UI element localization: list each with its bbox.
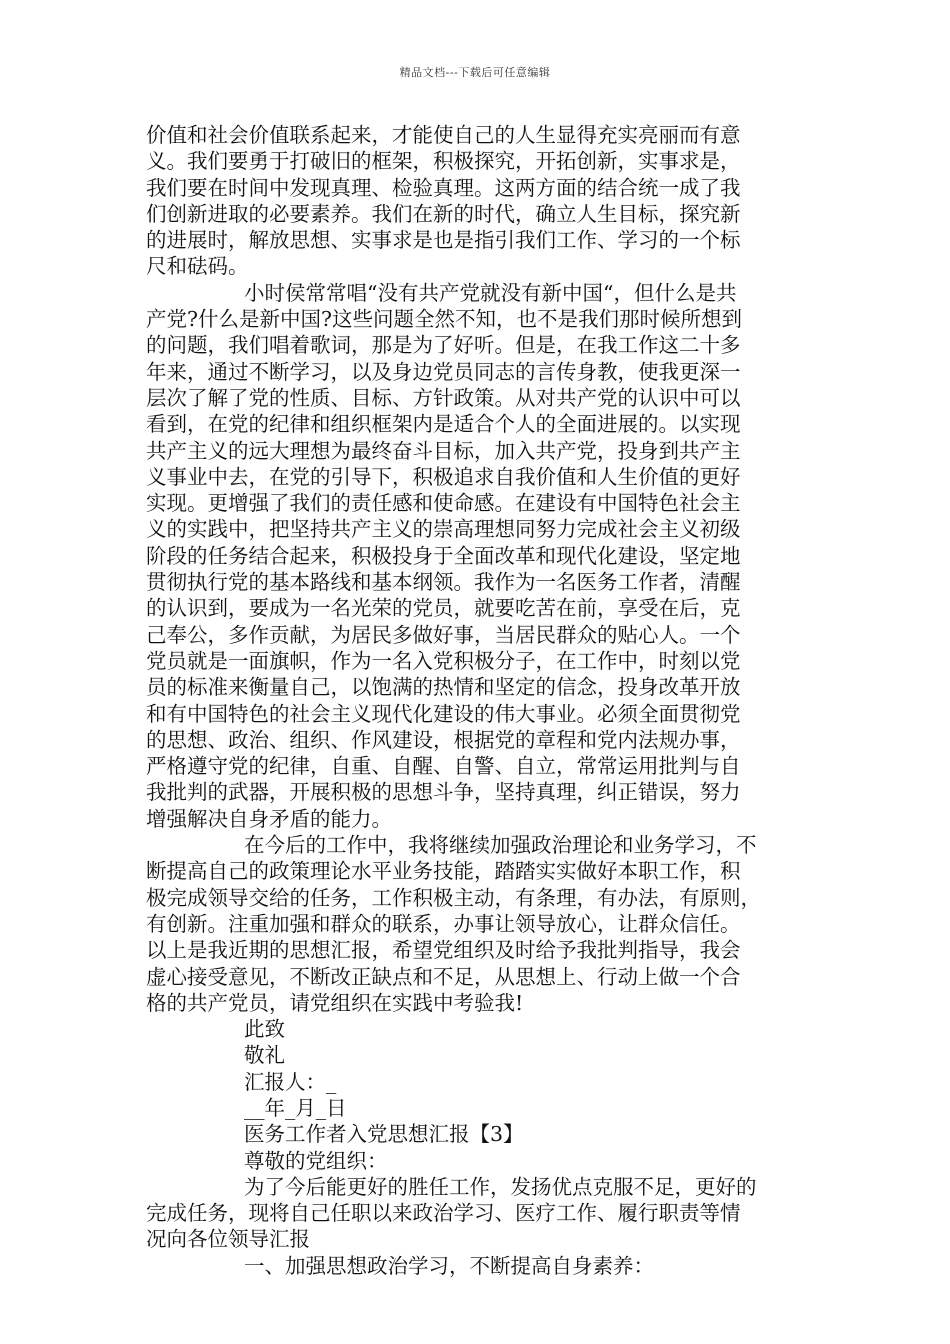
text-line: 完成任务，现将自己任职以来政治学习、医疗工作、履行职责等情 [146, 1201, 741, 1226]
text-line: 层次了解了党的性质、目标、方针政策。从对共产党的认识中可以 [146, 385, 741, 410]
text-line: 有创新。注重加强和群众的联系，办事让领导放心，让群众信任。 [146, 911, 741, 936]
text-line: 断提高自己的政策理论水平业务技能，踏踏实实做好本职工作，积 [146, 859, 741, 884]
text-line: 一、加强思想政治学习，不断提高自身素养： [244, 1253, 654, 1278]
text-line: 和有中国特色的社会主义现代化建设的伟大事业。必须全面贯彻党 [146, 701, 741, 726]
text-line: 的进展时，解放思想、实事求是也是指引我们工作、学习的一个标 [146, 228, 741, 253]
text-line: __年_月_日 [244, 1095, 347, 1120]
text-line: 实现。更增强了我们的责任感和使命感。在建设有中国特色社会主 [146, 491, 741, 516]
text-line: 在今后的工作中，我将继续加强政治理论和业务学习，不 [244, 833, 757, 858]
text-line: 的认识到，要成为一名光荣的党员，就要吃苦在前，享受在后，克 [146, 596, 741, 621]
text-line: 格的共产党员，请党组织在实践中考验我! [146, 990, 524, 1015]
text-line: 的问题，我们唱着歌词，那是为了好听。但是，在我工作这二十多 [146, 333, 741, 358]
text-line: 小时侯常常唱“没有共产党就没有新中国“，但什么是共 [244, 280, 737, 305]
text-line: 贯彻执行党的基本路线和基本纲领。我作为一名医务工作者，清醒 [146, 570, 741, 595]
text-line: 以上是我近期的思想汇报，希望党组织及时给予我批判指导，我会 [146, 938, 741, 963]
text-line: 增强解决自身矛盾的能力。 [146, 806, 392, 831]
text-line: 义。我们要勇于打破旧的框架，积极探究，开拓创新，实事求是， [146, 149, 741, 174]
text-line: 医务工作者入党思想汇报【3】 [244, 1122, 524, 1147]
text-line: 员的标准来衡量自己，以饱满的热情和坚定的信念，投身改革开放 [146, 675, 741, 700]
text-line: 年来，通过不断学习，以及身边党员同志的言传身教，使我更深一 [146, 359, 741, 384]
text-line: 敬礼 [244, 1043, 285, 1068]
text-line: 况向各位领导汇报 [146, 1227, 310, 1252]
text-line: 我们要在时间中发现真理、检验真理。这两方面的结合统一成了我 [146, 175, 741, 200]
text-line: 产党?什么是新中国?这些问题全然不知，也不是我们那时候所想到 [146, 307, 742, 332]
text-line: 严格遵守党的纪律，自重、自醒、自警、自立，常常运用批判与自 [146, 754, 741, 779]
text-line: 己奉公，多作贡献，为居民多做好事，当居民群众的贴心人。一个 [146, 622, 741, 647]
text-line: 共产主义的远大理想为最终奋斗目标，加入共产党，投身到共产主 [146, 438, 741, 463]
document-body [146, 122, 818, 1279]
text-line: 虚心接受意见，不断改正缺点和不足，从思想上、行动上做一个合 [146, 964, 741, 989]
text-line: 为了今后能更好的胜任工作，发扬优点克服不足，更好的 [244, 1174, 757, 1199]
text-line: 看到，在党的纪律和组织框架内是适合个人的全面进展的。以实现 [146, 412, 741, 437]
text-line: 的思想、政治、组织、作风建设，根据党的章程和党内法规办事， [146, 727, 741, 752]
text-line: 汇报人：_ [244, 1069, 337, 1094]
text-line: 义的实践中，把坚持共产主义的崇高理想同努力完成社会主义初级 [146, 517, 741, 542]
text-line: 们创新进取的必要素养。我们在新的时代，确立人生目标，探究新 [146, 201, 741, 226]
text-line: 我批判的武器，开展积极的思想斗争，坚持真理，纠正错误，努力 [146, 780, 741, 805]
text-line: 义事业中去，在党的引导下，积极追求自我价值和人生价值的更好 [146, 464, 741, 489]
text-line: 党员就是一面旗帜，作为一名入党积极分子，在工作中，时刻以党 [146, 648, 741, 673]
text-line: 极完成领导交给的任务，工作积极主动，有条理，有办法，有原则， [146, 885, 761, 910]
text-line: 此致 [244, 1017, 285, 1042]
page-header: 精品文档---下载后可任意编辑 [399, 66, 551, 79]
text-line: 价值和社会价值联系起来，才能使自己的人生显得充实亮丽而有意 [146, 123, 741, 147]
text-line: 尺和砝码。 [146, 254, 249, 279]
text-line: 阶段的任务结合起来，积极投身于全面改革和现代化建设，坚定地 [146, 543, 741, 568]
text-line: 尊敬的党组织： [244, 1148, 388, 1173]
